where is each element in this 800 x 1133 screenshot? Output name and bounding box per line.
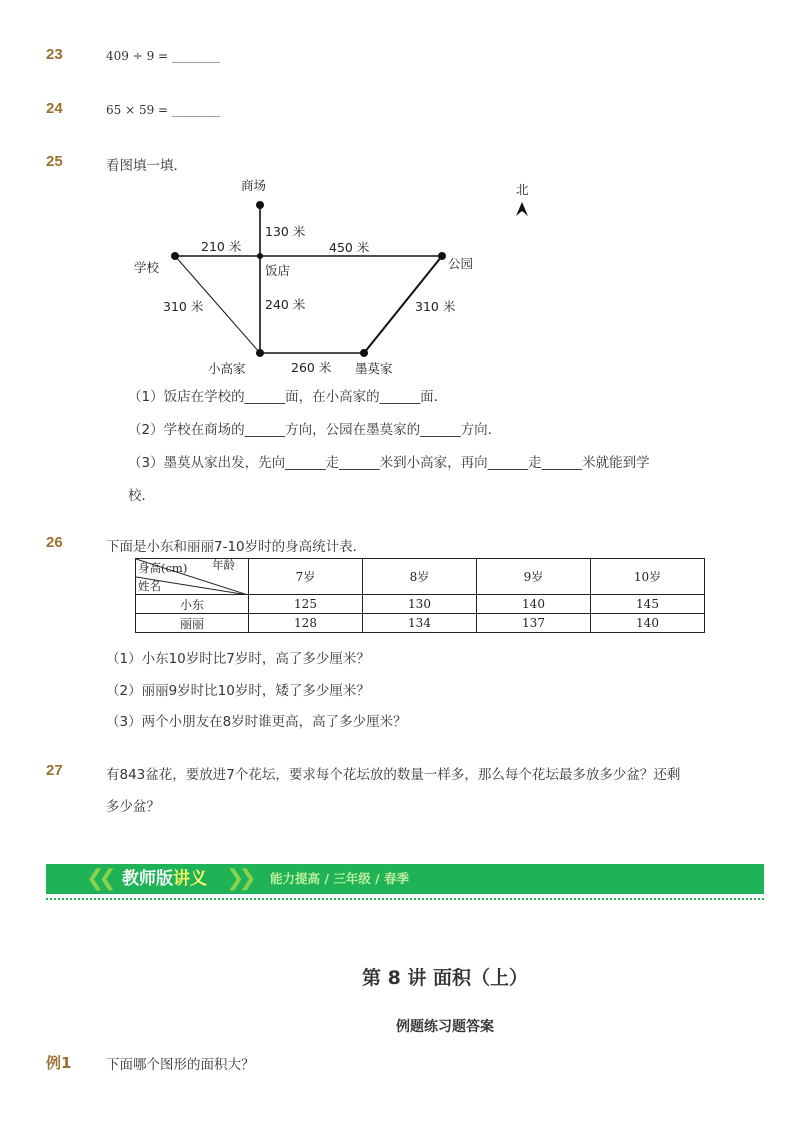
question-27-line1: 有843盆花，要放进7个花坛，要求每个花坛放的数量一样多，那么每个花坛最多放多少盆？还剩: [106, 767, 681, 783]
question-25-text: 看图填一填．: [106, 158, 187, 174]
question-26-sub1: （1）小东10岁时比7岁时，高了多少厘米？: [106, 651, 370, 667]
north-label: 北: [516, 182, 529, 197]
map-diagram: [0, 170, 800, 380]
label-mall: 商场: [241, 178, 267, 193]
point-restaurant: [257, 253, 263, 259]
label-restaurant: 饭店: [265, 263, 291, 278]
answers-title: 例题练习题答案: [396, 1019, 494, 1035]
point-momo: [360, 349, 368, 357]
question-25-sub2: （2）学校在商场的______方向，公园在墨莫家的______方向．: [128, 422, 502, 438]
corner-height-label: 身高(cm): [138, 561, 188, 575]
table-header-age: 8岁: [363, 559, 477, 595]
question-27-line2: 多少盆？: [106, 799, 160, 815]
table-header-age: 7岁: [249, 559, 363, 595]
table-cell: 125: [249, 595, 363, 614]
banner-breadcrumb: 能力提高 / 三年级 / 春季: [270, 871, 410, 886]
question-24-expression: 65 × 59 = ________: [106, 103, 220, 117]
question-26-text: 下面是小东和丽丽7-10岁时的身高统计表．: [106, 539, 367, 555]
distance-xiaogao-momo: 260 米: [291, 360, 332, 375]
table-cell: 140: [591, 614, 705, 633]
point-mall: [256, 201, 264, 209]
corner-name-label: 姓名: [138, 579, 161, 593]
chevron-right-icon: ❯❯: [226, 866, 251, 891]
question-number-24: 24: [46, 100, 63, 117]
section-banner: [46, 864, 764, 894]
table-corner-cell: [136, 559, 249, 595]
question-number-27: 27: [46, 762, 63, 779]
label-school: 学校: [134, 260, 160, 275]
point-school: [171, 252, 179, 260]
question-25-sub3-line2: 校．: [128, 488, 155, 504]
table-row-name: 小东: [136, 595, 249, 614]
question-26-sub3: （3）两个小朋友在8岁时谁更高，高了多少厘米？: [106, 714, 407, 730]
label-park: 公园: [448, 256, 474, 271]
north-arrow-icon: [516, 202, 528, 216]
table-cell: 128: [249, 614, 363, 633]
question-23-expression: 409 ÷ 9 = ________: [106, 49, 220, 63]
corner-age-label: 年龄: [212, 558, 235, 572]
table-cell: 140: [477, 595, 591, 614]
label-xiaogao: 小高家: [208, 361, 246, 376]
chevron-left-icon: ❮❮: [86, 866, 111, 891]
question-number-25: 25: [46, 153, 63, 170]
table-header-age: 10岁: [591, 559, 705, 595]
table-cell: 130: [363, 595, 477, 614]
point-xiaogao: [256, 349, 264, 357]
distance-restaurant-xiaogao: 240 米: [265, 297, 306, 312]
height-table: [135, 558, 705, 633]
table-row: [136, 595, 705, 614]
question-number-26: 26: [46, 534, 63, 551]
table-cell: 145: [591, 595, 705, 614]
example-1-text: 下面哪个图形的面积大？: [106, 1057, 255, 1073]
distance-school-restaurant: 210 米: [201, 239, 242, 254]
question-25-sub1: （1）饭店在学校的______面，在小高家的______面．: [128, 389, 448, 405]
table-header-age: 9岁: [477, 559, 591, 595]
distance-school-xiaogao: 310 米: [163, 299, 204, 314]
table-cell: 134: [363, 614, 477, 633]
table-cell: 137: [477, 614, 591, 633]
table-row-name: 丽丽: [136, 614, 249, 633]
question-26-sub2: （2）丽丽9岁时比10岁时，矮了多少厘米？: [106, 683, 370, 699]
banner-dotted-divider: [46, 898, 764, 900]
table-row: [136, 614, 705, 633]
banner-title: 教师版讲义: [122, 869, 207, 889]
example-label: 例1: [46, 1054, 72, 1072]
distance-park-momo: 310 米: [415, 299, 456, 314]
point-park: [438, 252, 446, 260]
lecture-title: 第 8 讲 面积（上）: [361, 967, 529, 989]
question-25-sub3-line1: （3）墨莫从家出发，先向______走______米到小高家，再向______走______米就能到学: [128, 455, 650, 471]
question-number-23: 23: [46, 46, 63, 63]
label-momo: 墨莫家: [355, 361, 393, 376]
distance-mall-restaurant: 130 米: [265, 224, 306, 239]
distance-restaurant-park: 450 米: [329, 240, 370, 255]
